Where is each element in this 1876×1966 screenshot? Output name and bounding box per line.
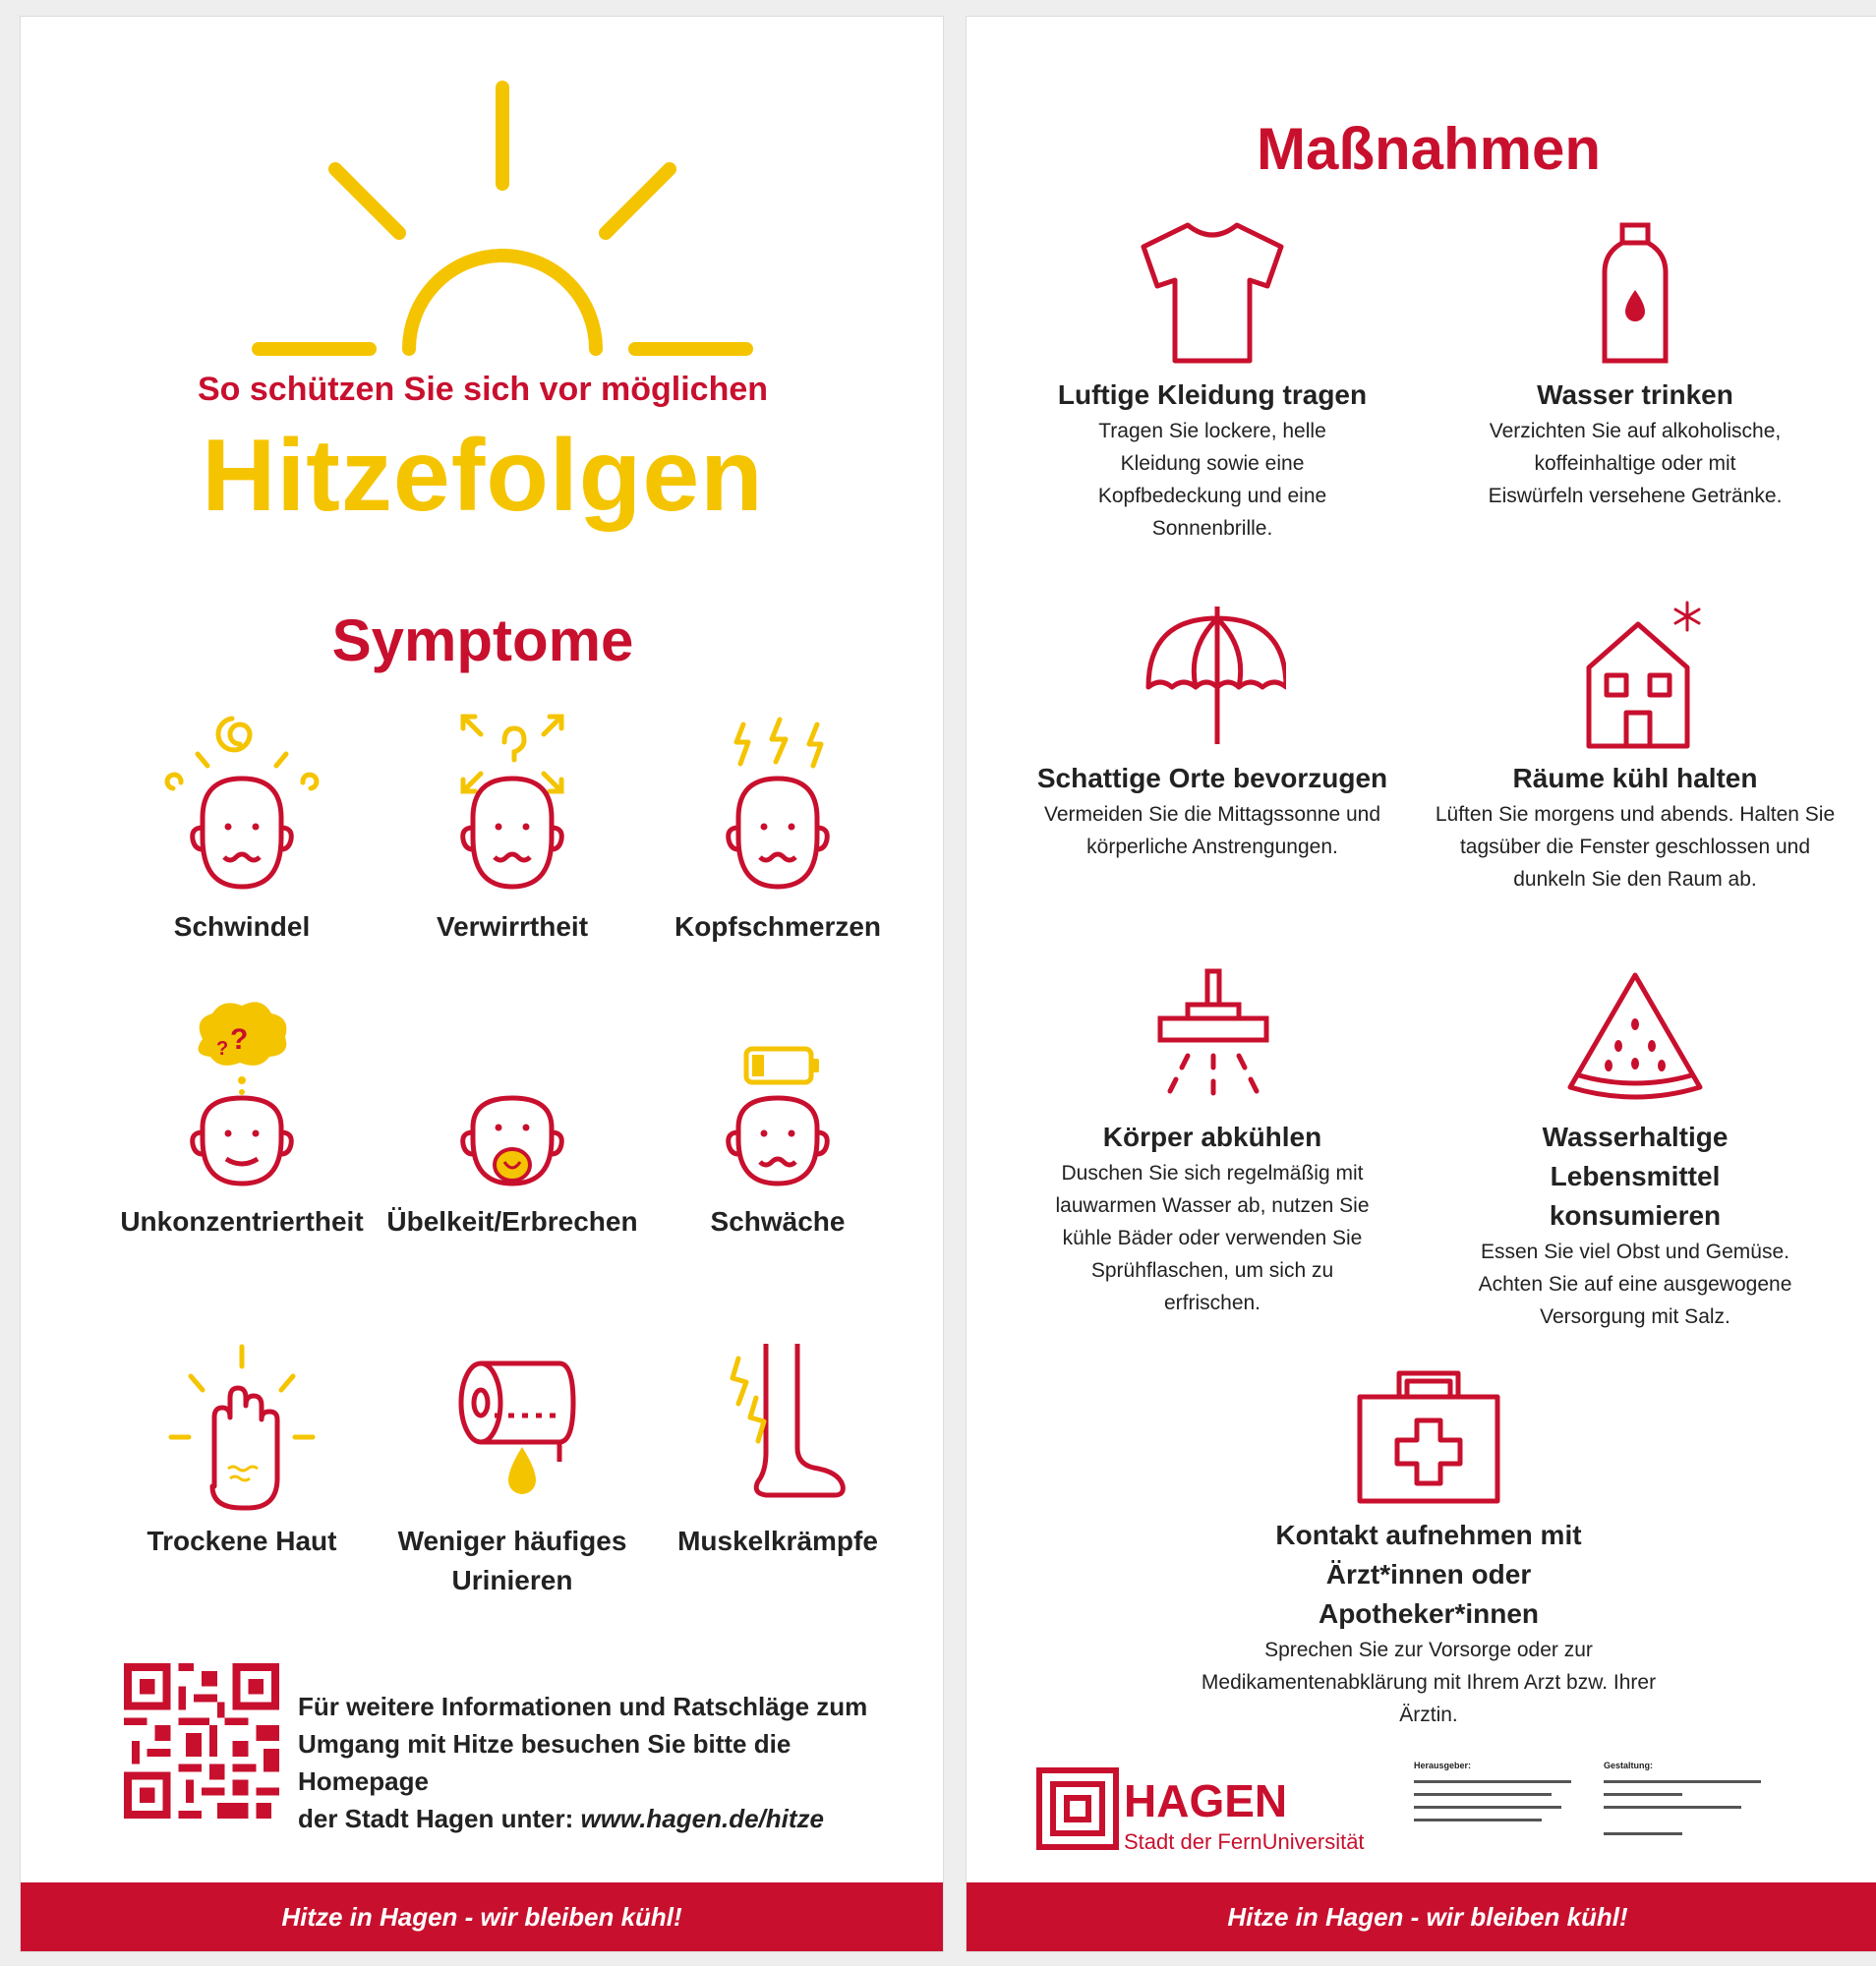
- symptom-label: Kopfschmerzen: [674, 911, 882, 942]
- footer-slogan: Hitze in Hagen - wir bleiben kühl!: [967, 1882, 1876, 1951]
- cloud-thought-face-icon: [153, 1000, 330, 1196]
- sun-icon: [237, 76, 768, 361]
- measure-title: Wasser trinken: [1537, 379, 1733, 410]
- measure-title: Wasserhaltige Lebensmittel konsumieren: [1542, 1122, 1729, 1231]
- measure-desc: Lüften Sie morgens und abends. Halten Sie tagsüber die Fenster geschlossen und dunkeln Sie den Raum ab.: [1435, 803, 1836, 891]
- symptom-cramps: [650, 1339, 906, 1561]
- qr-code[interactable]: [124, 1663, 279, 1819]
- imprint-fine-print: [1604, 1780, 1761, 1783]
- headache-face-icon: [689, 705, 866, 901]
- symptom-dry-skin: [114, 1339, 370, 1561]
- watermelon-icon: [1561, 965, 1709, 1113]
- info-line: Für weitere Informationen und Ratschläge zum: [298, 1692, 868, 1721]
- imprint-fine-print: [1604, 1793, 1682, 1796]
- imprint-heading: Herausgeber:: [1414, 1761, 1472, 1770]
- measures-panel: [966, 16, 1876, 1952]
- measure-clothing: [1006, 213, 1419, 545]
- measure-title: Körper abkühlen: [1102, 1122, 1322, 1152]
- measure-title: Luftige Kleidung tragen: [1057, 379, 1368, 410]
- info-line-prefix: der Stadt Hagen unter:: [298, 1804, 581, 1833]
- first-aid-kit-icon: [1350, 1363, 1507, 1511]
- measure-desc: Duschen Sie sich regelmäßig mit lauwarmen Wasser ab, nutzen Sie kühle Bäder oder verwenden Sie Sprühflaschen, um sich zu erfrischen.: [1055, 1162, 1370, 1314]
- imprint-fine-print: [1414, 1780, 1571, 1783]
- imprint-fine-print: [1414, 1806, 1561, 1809]
- info-line: Umgang mit Hitze besuchen Sie bitte die Homepage: [298, 1729, 791, 1796]
- page-subheading: So schützen Sie sich vor möglichen: [197, 371, 769, 408]
- imprint-fine-print: [1604, 1832, 1682, 1835]
- info-line: [298, 1800, 888, 1837]
- umbrella-icon: [1139, 597, 1286, 754]
- toilet-paper-icon: [424, 1339, 601, 1516]
- measure-doctor: [1193, 1363, 1665, 1731]
- measure-title: Räume kühl halten: [1512, 763, 1758, 793]
- confused-face-icon: [424, 705, 601, 901]
- measure-drink: [1429, 213, 1842, 512]
- symptom-label: Trockene Haut: [147, 1526, 337, 1556]
- logo-subtitle: Stadt der FernUniversität: [1124, 1829, 1365, 1854]
- symptom-nausea: [384, 1000, 640, 1242]
- svg-text:?: ?: [230, 1023, 249, 1056]
- symptom-label: Schwindel: [173, 911, 311, 942]
- imprint-publisher: [1414, 1757, 1571, 1831]
- imprint-fine-print: [1604, 1806, 1741, 1809]
- measure-title: Schattige Orte bevorzugen: [1036, 763, 1388, 793]
- symptoms-panel: [20, 16, 944, 1952]
- low-battery-face-icon: [689, 1000, 866, 1196]
- water-bottle-icon: [1561, 213, 1709, 371]
- symptom-dizziness: [114, 705, 370, 947]
- house-snowflake-icon: [1561, 597, 1709, 754]
- measures-heading: Maßnahmen: [1256, 116, 1602, 182]
- measure-cool-body: [1006, 965, 1419, 1319]
- measure-title: Kontakt aufnehmen mit Ärzt*innen oder Apotheker*innen: [1275, 1520, 1582, 1629]
- symptom-label: Unkonzentriertheit: [120, 1206, 364, 1237]
- measure-shade: [1006, 597, 1419, 863]
- footer-slogan: Hitze in Hagen - wir bleiben kühl!: [21, 1882, 943, 1951]
- symptom-label: Übelkeit/Erbrechen: [386, 1206, 638, 1237]
- symptoms-heading: Symptome: [331, 607, 634, 673]
- measure-desc: Tragen Sie lockere, helle Kleidung sowie eine Kopfbedeckung und eine Sonnenbrille.: [1097, 420, 1327, 540]
- symptom-label: Schwäche: [710, 1206, 846, 1237]
- symptom-confusion: [384, 705, 640, 947]
- symptom-label: Muskelkrämpfe: [677, 1526, 878, 1556]
- imprint-fine-print: [1414, 1819, 1542, 1821]
- hagen-logo-icon: [1035, 1766, 1120, 1851]
- measure-desc: Verzichten Sie auf alkoholische, koffeinhaltige oder mit Eiswürfeln versehene Getränke.: [1488, 420, 1783, 507]
- measure-desc: Essen Sie viel Obst und Gemüse. Achten Sie auf eine ausgewogene Versorgung mit Salz.: [1478, 1241, 1792, 1328]
- imprint-heading: Gestaltung:: [1604, 1761, 1654, 1770]
- measure-rooms: [1429, 597, 1842, 896]
- symptom-urination: [384, 1339, 640, 1600]
- svg-text:?: ?: [216, 1038, 229, 1060]
- imprint-design: [1604, 1757, 1761, 1835]
- t-shirt-icon: [1139, 213, 1286, 371]
- symptom-label: Verwirrtheit: [436, 911, 589, 942]
- dry-hand-icon: [153, 1339, 330, 1516]
- measure-desc: Vermeiden Sie die Mittagssonne und körperliche Anstrengungen.: [1043, 803, 1381, 858]
- leg-cramp-icon: [689, 1339, 866, 1516]
- nausea-face-icon: [424, 1000, 601, 1196]
- symptom-headache: [650, 705, 906, 947]
- info-url-link[interactable]: www.hagen.de/hitze: [580, 1804, 824, 1833]
- measure-food: [1429, 965, 1842, 1333]
- symptom-concentration: [114, 1000, 370, 1242]
- page-title: Hitzefolgen: [202, 419, 764, 533]
- symptom-label: Weniger häufiges Urinieren: [397, 1526, 627, 1595]
- logo-name: HAGEN: [1124, 1775, 1288, 1826]
- measure-desc: Sprechen Sie zur Vorsorge oder zur Medikamentenabklärung mit Ihrem Arzt bzw. Ihrer Ärztin.: [1201, 1639, 1657, 1726]
- symptom-weakness: [650, 1000, 906, 1242]
- shower-icon: [1139, 965, 1286, 1113]
- info-text: [298, 1688, 888, 1837]
- imprint-fine-print: [1414, 1793, 1552, 1796]
- dizzy-face-icon: [153, 705, 330, 901]
